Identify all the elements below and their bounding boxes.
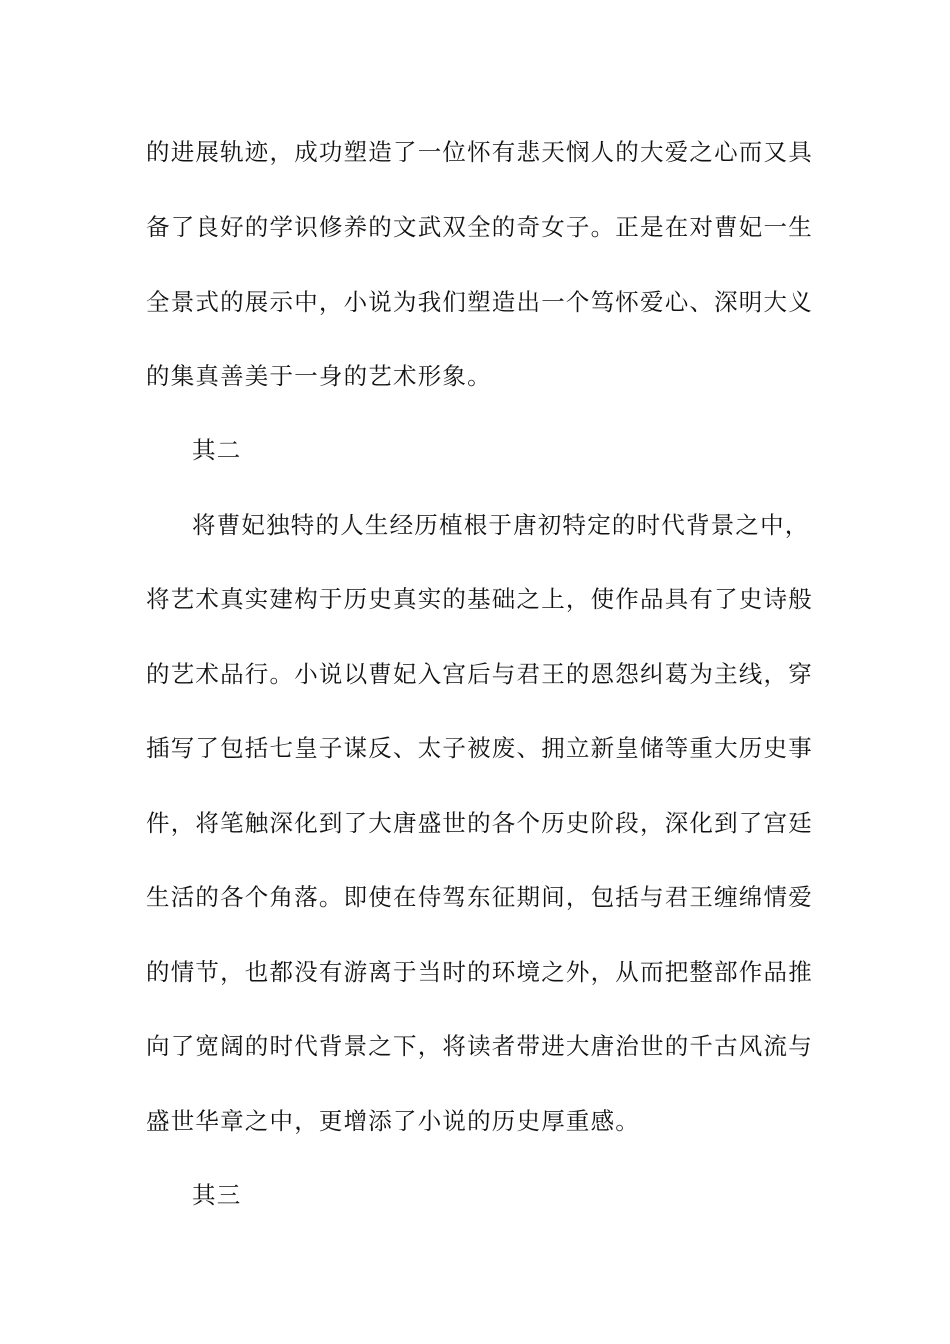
body-text-line: 的情节，也都没有游离于当时的环境之外，从而把整部作品推 xyxy=(146,958,813,986)
body-text-line: 备了良好的学识修养的文武双全的奇女子。正是在对曹妃一生 xyxy=(146,213,813,241)
body-text-line: 的集真善美于一身的艺术形象。 xyxy=(146,362,492,390)
paragraph-first-line: 将曹妃独特的人生经历植根于唐初特定的时代背景之中， xyxy=(192,511,810,539)
body-text-line: 向了宽阔的时代背景之下，将读者带进大唐治世的千古风流与 xyxy=(146,1032,813,1060)
body-text-line: 件，将笔触深化到了大唐盛世的各个历史阶段，深化到了宫廷 xyxy=(146,809,813,837)
body-text-line: 的艺术品行。小说以曹妃入宫后与君王的恩怨纠葛为主线，穿 xyxy=(146,660,813,688)
section-heading-qi-san: 其三 xyxy=(192,1181,242,1209)
body-text-line: 全景式的展示中，小说为我们塑造出一个笃怀爱心、深明大义 xyxy=(146,288,813,316)
body-text-line: 将艺术真实建构于历史真实的基础之上，使作品具有了史诗般 xyxy=(146,585,813,613)
body-text-line: 的进展轨迹，成功塑造了一位怀有悲天悯人的大爱之心而又具 xyxy=(146,138,813,166)
body-text-line: 盛世华章之中，更增添了小说的历史厚重感。 xyxy=(146,1107,640,1135)
section-heading-qi-er: 其二 xyxy=(192,436,242,464)
body-text-line: 插写了包括七皇子谋反、太子被废、拥立新皇储等重大历史事 xyxy=(146,734,813,762)
body-text-line: 生活的各个角落。即使在侍驾东征期间，包括与君王缠绵情爱 xyxy=(146,883,813,911)
